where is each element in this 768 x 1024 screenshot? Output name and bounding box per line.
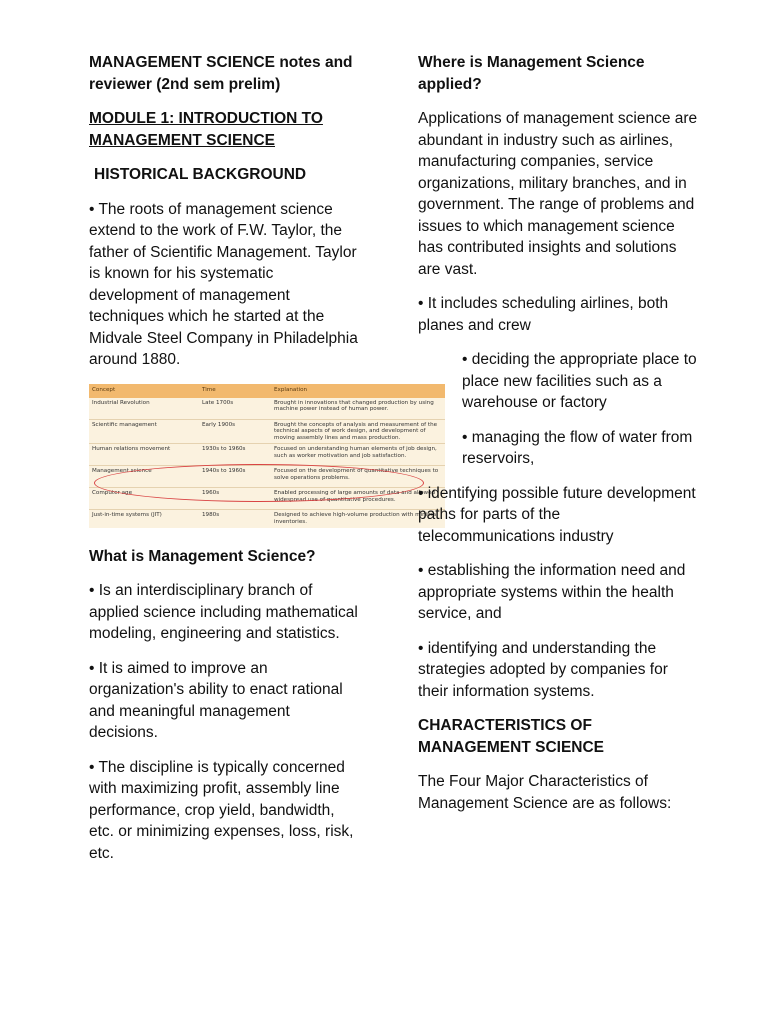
module-heading: MODULE 1: INTRODUCTION TO MANAGEMENT SCIENCE [89, 110, 323, 149]
table-cell: Focused on the development of quantitative techniques to solve operations problems. [271, 466, 445, 488]
table-cell: Brought in innovations that changed production by using machine power instead of human power. [271, 398, 445, 420]
table-cell: Management science [89, 466, 199, 488]
history-table-image [89, 384, 445, 528]
table-cell: Enabled processing of large amounts of data and allowed widespread use of quantitative procedures. [271, 488, 445, 510]
sub-bullet-item: • managing the flow of water from reservoirs, [462, 428, 693, 467]
table-cell: Industrial Revolution [89, 398, 199, 420]
table-header-row [89, 384, 445, 398]
historical-background-text: • The roots of management science extend to the work of F.W. Taylor, the father of Scientific Management. Taylor is known for his systematic development of management techniques which he started at the Midvale Steel Company in Philadelphia around 1880. [89, 200, 358, 368]
table-header: Concept [89, 384, 199, 398]
table-header: Time [199, 384, 271, 398]
what-item: • The discipline is typically concerned with maximizing profit, assembly line performance, crop yield, bandwidth, etc. or minimizing expenses, loss, risk, etc. [89, 758, 354, 862]
table-cell: Late 1700s [199, 398, 271, 420]
characteristics-heading: CHARACTERISTICS OF MANAGEMENT SCIENCE [418, 717, 605, 756]
what-is-heading: What is Management Science? [89, 547, 316, 565]
table-cell: Just-in-time systems (JIT) [89, 510, 199, 528]
table-cell: Early 1900s [199, 419, 271, 444]
document-title: MANAGEMENT SCIENCE notes and reviewer (2nd sem prelim) [89, 54, 353, 93]
left-column [89, 52, 439, 877]
bullet-item: • It includes scheduling airlines, both planes and crew [418, 295, 669, 334]
table-cell: Brought the concepts of analysis and measurement of the technical aspects of work design, and development of moving assembly lines and mass production. [271, 419, 445, 444]
table-row [89, 510, 445, 528]
table-row-highlighted [89, 466, 445, 488]
table-cell: Focused on understanding human elements of job design, such as worker motivation and job satisfaction. [271, 444, 445, 466]
right-column [418, 52, 698, 827]
table-cell: 1980s [199, 510, 271, 528]
what-item: • It is aimed to improve an organization's ability to enact rational and meaningful management decisions. [89, 659, 343, 741]
bullet-item: • identifying possible future development paths for parts of the telecommunications industry [418, 484, 696, 545]
sub-bullet-item: • deciding the appropriate place to place new facilities such as a warehouse or factory [462, 351, 697, 411]
table-row [89, 488, 445, 510]
table-cell: Human relations movement [89, 444, 199, 466]
bullet-item: • establishing the information need and appropriate systems within the health service, and [418, 562, 686, 622]
what-item: • Is an interdisciplinary branch of applied science including mathematical modeling, engineering and statistics. [89, 582, 358, 642]
where-applied-heading: Where is Management Science applied? [418, 54, 645, 93]
table-row [89, 444, 445, 466]
characteristics-text: The Four Major Characteristics of Management Science are as follows: [418, 773, 672, 812]
bullet-item: • identifying and understanding the strategies adopted by companies for their information systems. [418, 639, 668, 700]
table-cell: 1960s [199, 488, 271, 510]
table-cell: Scientific management [89, 419, 199, 444]
table-cell: 1940s to 1960s [199, 466, 271, 488]
historical-background-heading: HISTORICAL BACKGROUND [94, 166, 307, 183]
table-cell: Designed to achieve high-volume production with minimal inventories. [271, 510, 445, 528]
table-cell: 1930s to 1960s [199, 444, 271, 466]
table-row [89, 419, 445, 444]
table-cell: Computer age [89, 488, 199, 510]
table-row [89, 398, 445, 420]
history-table [89, 384, 445, 528]
table-header: Explanation [271, 384, 445, 398]
where-applied-text: Applications of management science are abundant in industry such as airlines, manufacturing companies, service organizations, military branches, and in government. The range of problems and issues to which management science has contributed insights and solutions are vast. [418, 110, 698, 278]
